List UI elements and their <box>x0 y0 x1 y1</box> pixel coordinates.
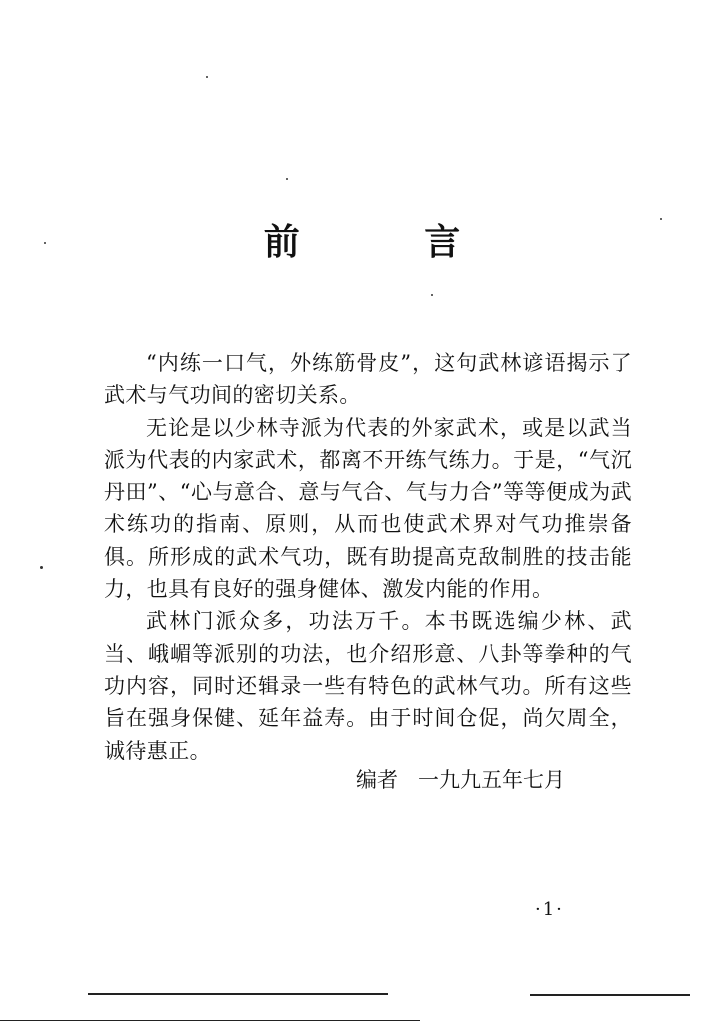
scan-artifact-line <box>88 993 388 995</box>
scan-artifact-line <box>530 994 690 996</box>
scan-artifact-dot <box>40 566 43 569</box>
preface-body <box>104 347 632 767</box>
scan-artifact-dot <box>660 218 662 220</box>
scan-artifact-dot <box>286 178 288 180</box>
author-date-signature: 编者 一九九五年七月 <box>356 768 566 792</box>
scan-artifact-line <box>0 1020 420 1021</box>
scan-artifact-dot <box>431 294 433 296</box>
scan-artifact-dot <box>206 76 208 78</box>
paragraph-3: 武林门派众多，功法万千。本书既选编少林、武当、峨嵋等派别的功法，也介绍形意、八卦等拳种的气功内容，同时还辑录一些有特色的武林气功。所有这些旨在强身保健、延年益寿。由于时间仓促，尚欠周全，诚待惠正。 <box>104 609 632 763</box>
page-title: 前 言 <box>263 221 517 263</box>
page-number: ·1· <box>535 899 564 920</box>
scan-artifact-dot <box>44 242 46 244</box>
paragraph-2: 无论是以少林寺派为代表的外家武术，或是以武当派为代表的内家武术，都离不开练气练力。于是，“气沉丹田”、“心与意合、意与气合、气与力合”等等便成为武术练功的指南、原则，从而也使武术界对气功推崇备俱。所形成的武术气功，既有助提高克敌制胜的技击能力，也具有良好的强身健体、激发内能的作用。 <box>104 415 632 602</box>
paragraph-1: “内练一口气，外练筋骨皮”，这句武林谚语揭示了武术与气功间的密切关系。 <box>104 351 632 408</box>
